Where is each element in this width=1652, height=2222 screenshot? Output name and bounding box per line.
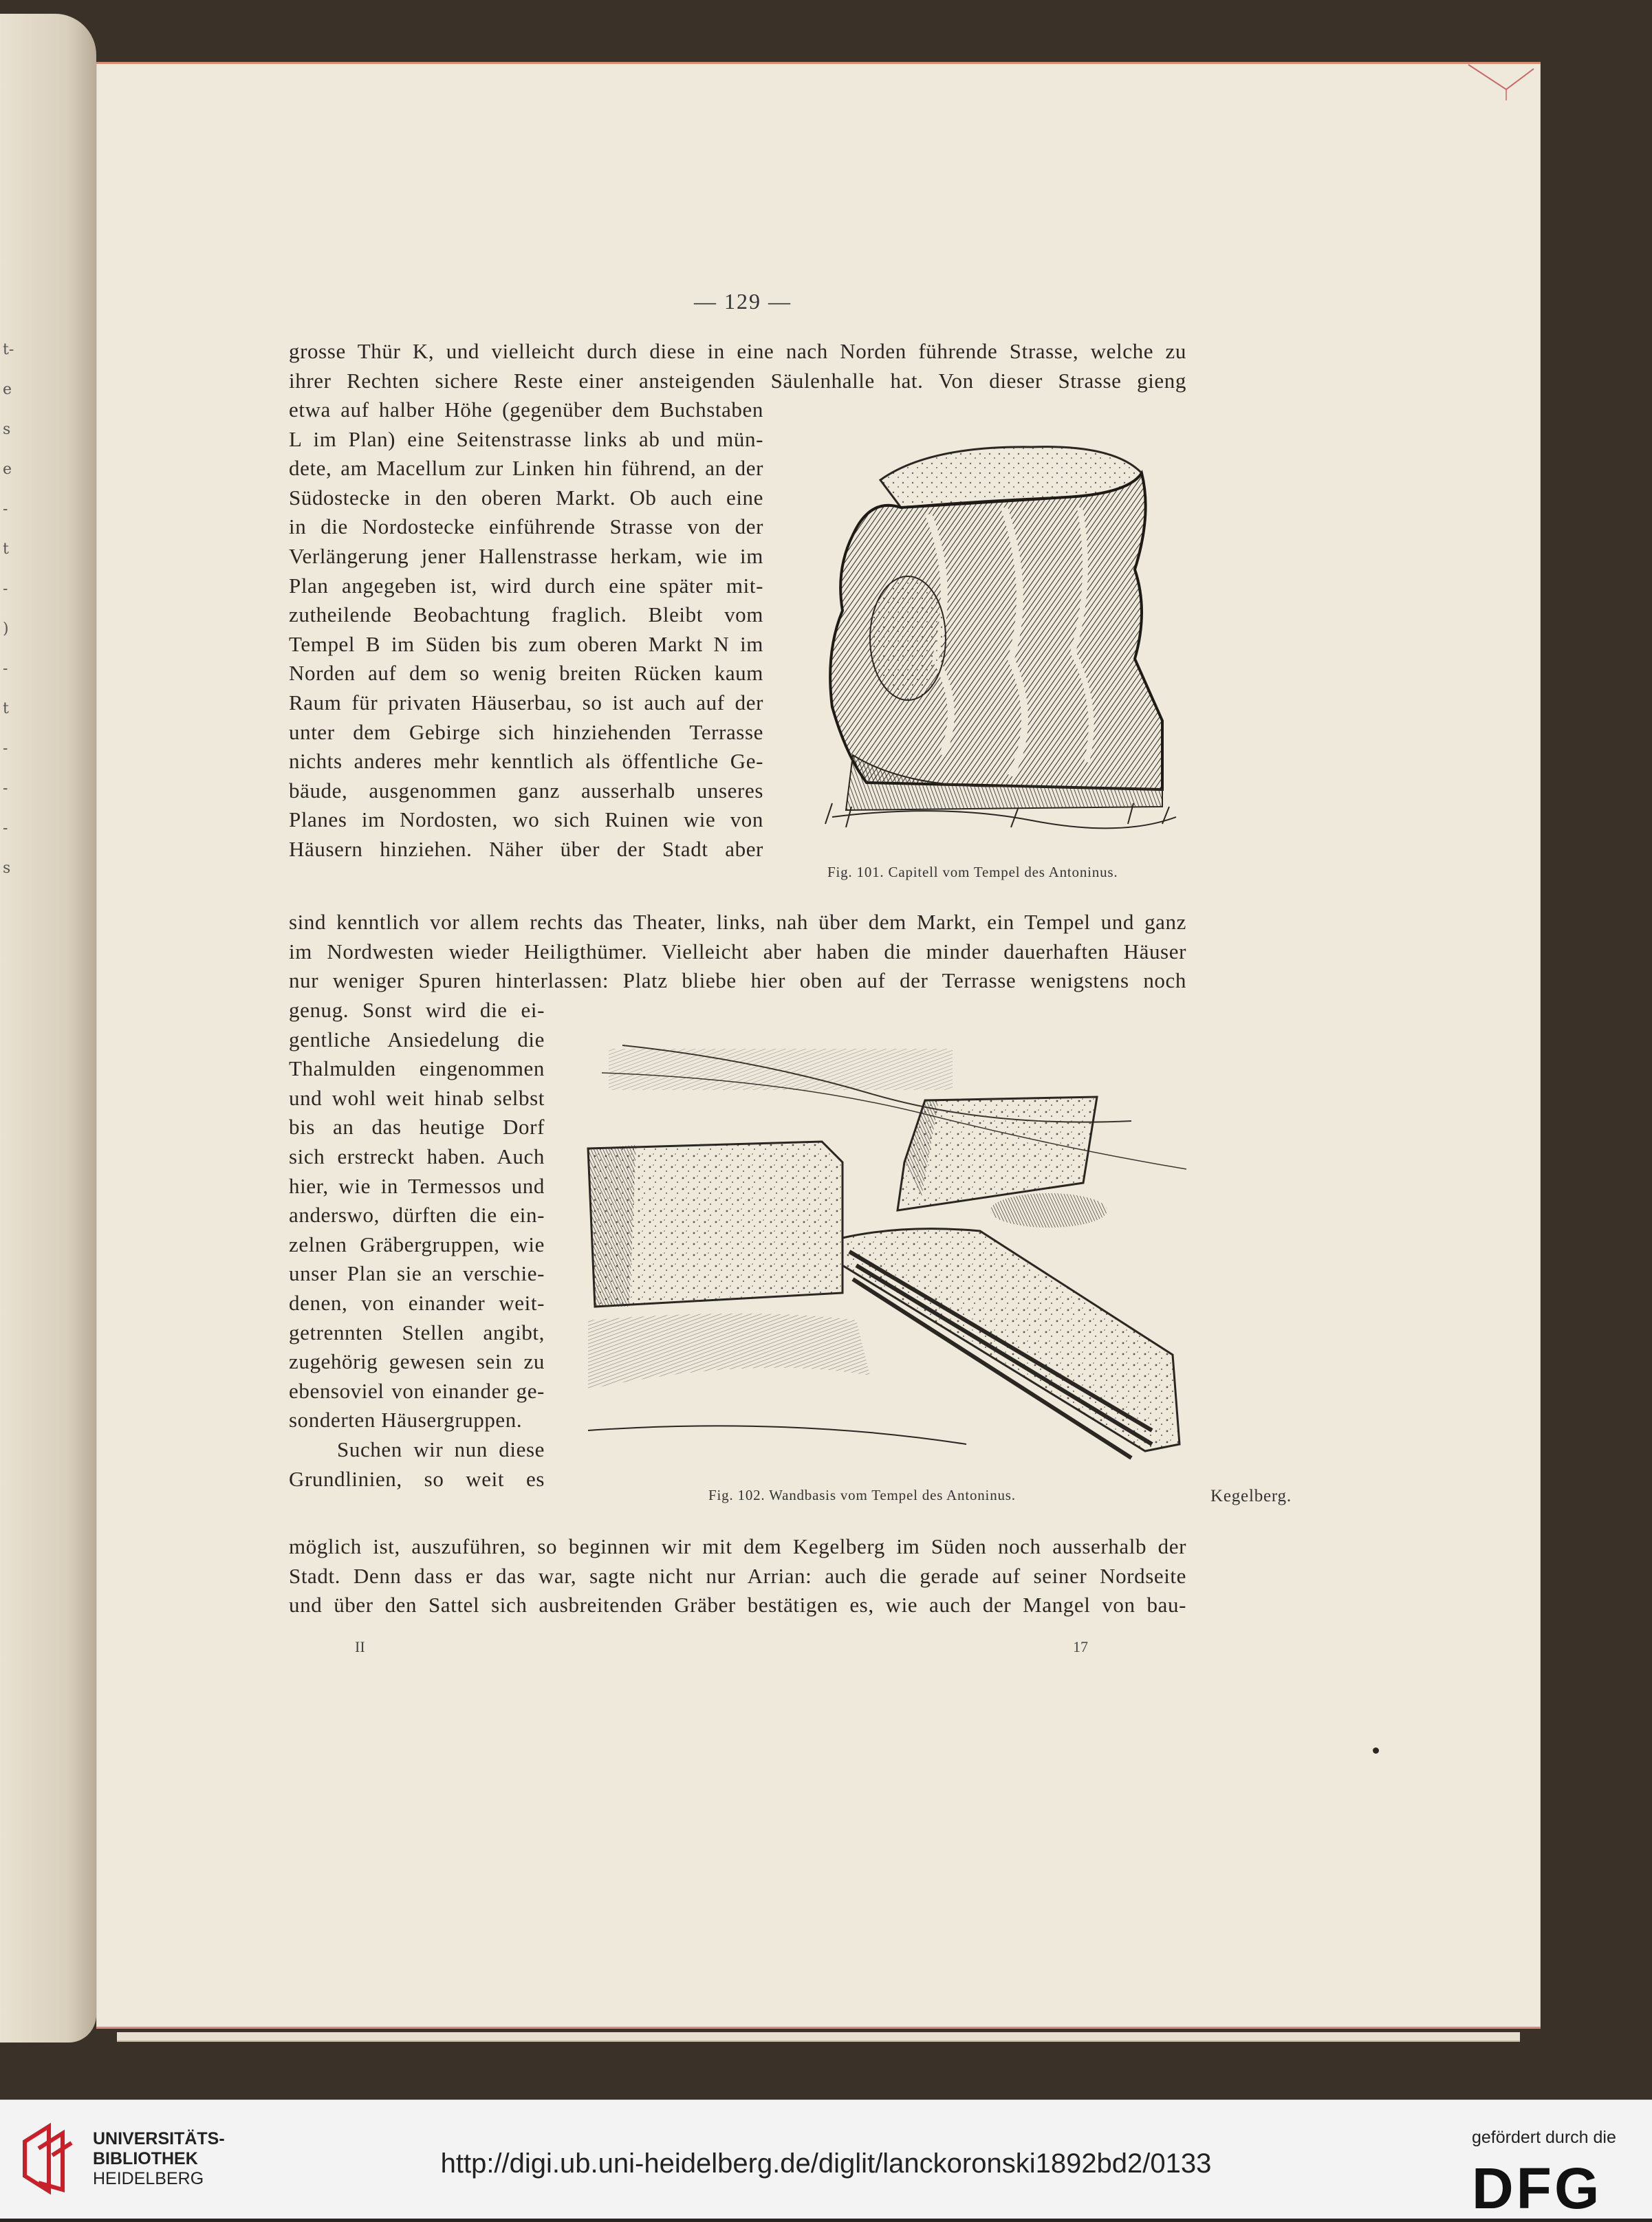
- text-line: im Nordwesten wieder Heiligthümer. Vielleicht aber haben die minder dauerhaften Häuser: [289, 939, 1186, 963]
- text-line: nur weniger Spuren hinterlassen: Platz bliebe hier oben auf der Terrasse wenigstens noch: [289, 968, 1186, 993]
- text-line: und wohl weit hinab selbst: [289, 1085, 545, 1110]
- text-line: nichts anderes mehr kenntlich als öffentliche Ge-: [289, 749, 763, 774]
- viewer-footer: [0, 2100, 1652, 2219]
- text-column-beside-fig101: [289, 395, 763, 864]
- text-line: sich erstreckt haben. Auch: [289, 1144, 545, 1168]
- text-line: Stadt. Denn dass er das war, sagte nicht nur Arrian: auch die gerade auf seiner Nordseite: [289, 1563, 1186, 1588]
- text-line: gentliche Ansiedelung die: [289, 1027, 545, 1052]
- previous-page-mark: -: [3, 740, 8, 757]
- text-line: Häusern hinziehen. Näher über der Stadt aber: [289, 836, 763, 861]
- library-name-line: BIBLIOTHEK: [93, 2149, 198, 2168]
- text-line: bis an das heutige Dorf: [289, 1115, 545, 1140]
- fig102-caption: Fig. 102. Wandbasis vom Tempel des Antoninus.: [708, 1487, 1016, 1503]
- text-line: dete, am Macellum zur Linken hin führend, an der: [289, 456, 763, 481]
- previous-page-mark: s: [3, 860, 11, 877]
- text-line: grosse Thür K, und vielleicht durch diese in eine nach Norden führende Strasse, welche zu: [289, 339, 1186, 363]
- paragraph-continued: [289, 908, 1186, 996]
- permalink-url[interactable]: http://digi.ub.uni-heidelberg.de/diglit/lanckoronski1892bd2/0133: [440, 2148, 1212, 2179]
- text-line: ebensoviel von einander ge-: [289, 1378, 545, 1403]
- margin-note-kegelberg: Kegelberg.: [1210, 1487, 1292, 1505]
- text-line: denen, von einander weit-: [289, 1290, 545, 1315]
- text-line: anderswo, dürften die ein-: [289, 1203, 545, 1228]
- page-number: — 129 —: [694, 289, 792, 314]
- previous-page-mark: t-: [3, 341, 14, 358]
- text-line: sonderten Häusergruppen.: [289, 1408, 523, 1433]
- text-line: Thalmulden eingenommen: [289, 1056, 545, 1081]
- text-line: unser Plan sie an verschie-: [289, 1261, 545, 1286]
- text-line: zugehörig gewesen sein zu: [289, 1349, 545, 1374]
- text-line: zutheilende Beobachtung fraglich. Bleibt vom: [289, 602, 763, 627]
- text-line: und über den Sattel sich ausbreitenden Gräber bestätigen es, wie auch der Mangel von bau-: [289, 1593, 1186, 1618]
- previous-page-mark: -: [3, 660, 8, 677]
- text-line: bäude, ausgenommen ganz ausserhalb unseres: [289, 778, 763, 803]
- page-stack-edge: [117, 2032, 1520, 2042]
- fig102-wall-base-illustration: [581, 1032, 1186, 1472]
- text-line: etwa auf halber Höhe (gegenüber dem Buchstaben: [289, 397, 763, 422]
- previous-page-mark: -: [3, 780, 8, 797]
- text-line: L im Plan) eine Seitenstrasse links ab und mün-: [289, 426, 763, 451]
- ink-dot: [1373, 1747, 1379, 1754]
- text-line: möglich ist, auszuführen, so beginnen wir mit dem Kegelberg im Süden noch ausserhalb der: [289, 1534, 1186, 1558]
- dfg-logo[interactable]: DFG: [1472, 2156, 1602, 2221]
- page-top-rule: [96, 62, 1541, 64]
- previous-page-mark: -: [3, 580, 8, 598]
- library-name-line: UNIVERSITÄTS-: [93, 2129, 225, 2148]
- text-line: in die Nordostecke einführende Strasse von der: [289, 514, 763, 539]
- previous-page-edge: [0, 14, 96, 2043]
- fig101-capital-illustration: [805, 432, 1190, 838]
- text-line: Planes im Nordosten, wo sich Ruinen wie von: [289, 807, 763, 832]
- text-line: Südostecke in den oberen Markt. Ob auch eine: [289, 485, 763, 510]
- text-line: getrennten Stellen angibt,: [289, 1320, 545, 1344]
- text-column-beside-fig102: [289, 996, 545, 1494]
- library-name-line: HEIDELBERG: [93, 2169, 204, 2188]
- signature-mark-left: II: [355, 1638, 365, 1655]
- fig101-caption: Fig. 101. Capitell vom Tempel des Antoninus.: [827, 864, 1118, 880]
- page-corner-mark: [1465, 59, 1541, 100]
- text-line: Grundlinien, so weit es: [289, 1466, 545, 1491]
- text-line: Raum für privaten Häuserbau, so ist auch auf der: [289, 690, 763, 715]
- previous-page-mark: t: [3, 700, 9, 717]
- previous-page-mark: e: [3, 381, 12, 398]
- text-line: ihrer Rechten sichere Reste einer ansteigenden Säulenhalle hat. Von dieser Strasse gieng: [289, 368, 1186, 393]
- text-line: genug. Sonst wird die ei-: [289, 998, 545, 1022]
- text-line: Norden auf dem so wenig breiten Rücken kaum: [289, 661, 763, 686]
- paragraph-final: [289, 1532, 1186, 1620]
- previous-page-mark: ): [3, 620, 9, 638]
- page-bottom-rule: [96, 2027, 1541, 2029]
- previous-page-mark: e: [3, 461, 12, 478]
- paragraph-intro: [289, 337, 1186, 395]
- text-line: Verlängerung jener Hallenstrasse herkam, wie im: [289, 543, 763, 568]
- text-line: Plan angegeben ist, wird durch eine später mit-: [289, 573, 763, 598]
- text-line: Tempel B im Süden bis zum oberen Markt N im: [289, 631, 763, 656]
- text-line: sind kenntlich vor allem rechts das Theater, links, nah über dem Markt, ein Tempel und ganz: [289, 910, 1186, 934]
- previous-page-mark: -: [3, 501, 8, 518]
- text-line: hier, wie in Termessos und: [289, 1173, 545, 1198]
- text-line: zelnen Gräbergruppen, wie: [289, 1232, 545, 1256]
- text-line: unter dem Gebirge sich hinziehenden Terrasse: [289, 719, 763, 744]
- signature-mark-right: 17: [1073, 1638, 1088, 1655]
- previous-page-mark: s: [3, 421, 11, 438]
- previous-page-mark: -: [3, 820, 8, 837]
- previous-page-mark: t: [3, 541, 9, 558]
- previous-page-marks: [3, 330, 17, 889]
- sponsor-label: gefördert durch die: [1472, 2128, 1616, 2147]
- text-line: Suchen wir nun diese: [337, 1437, 545, 1461]
